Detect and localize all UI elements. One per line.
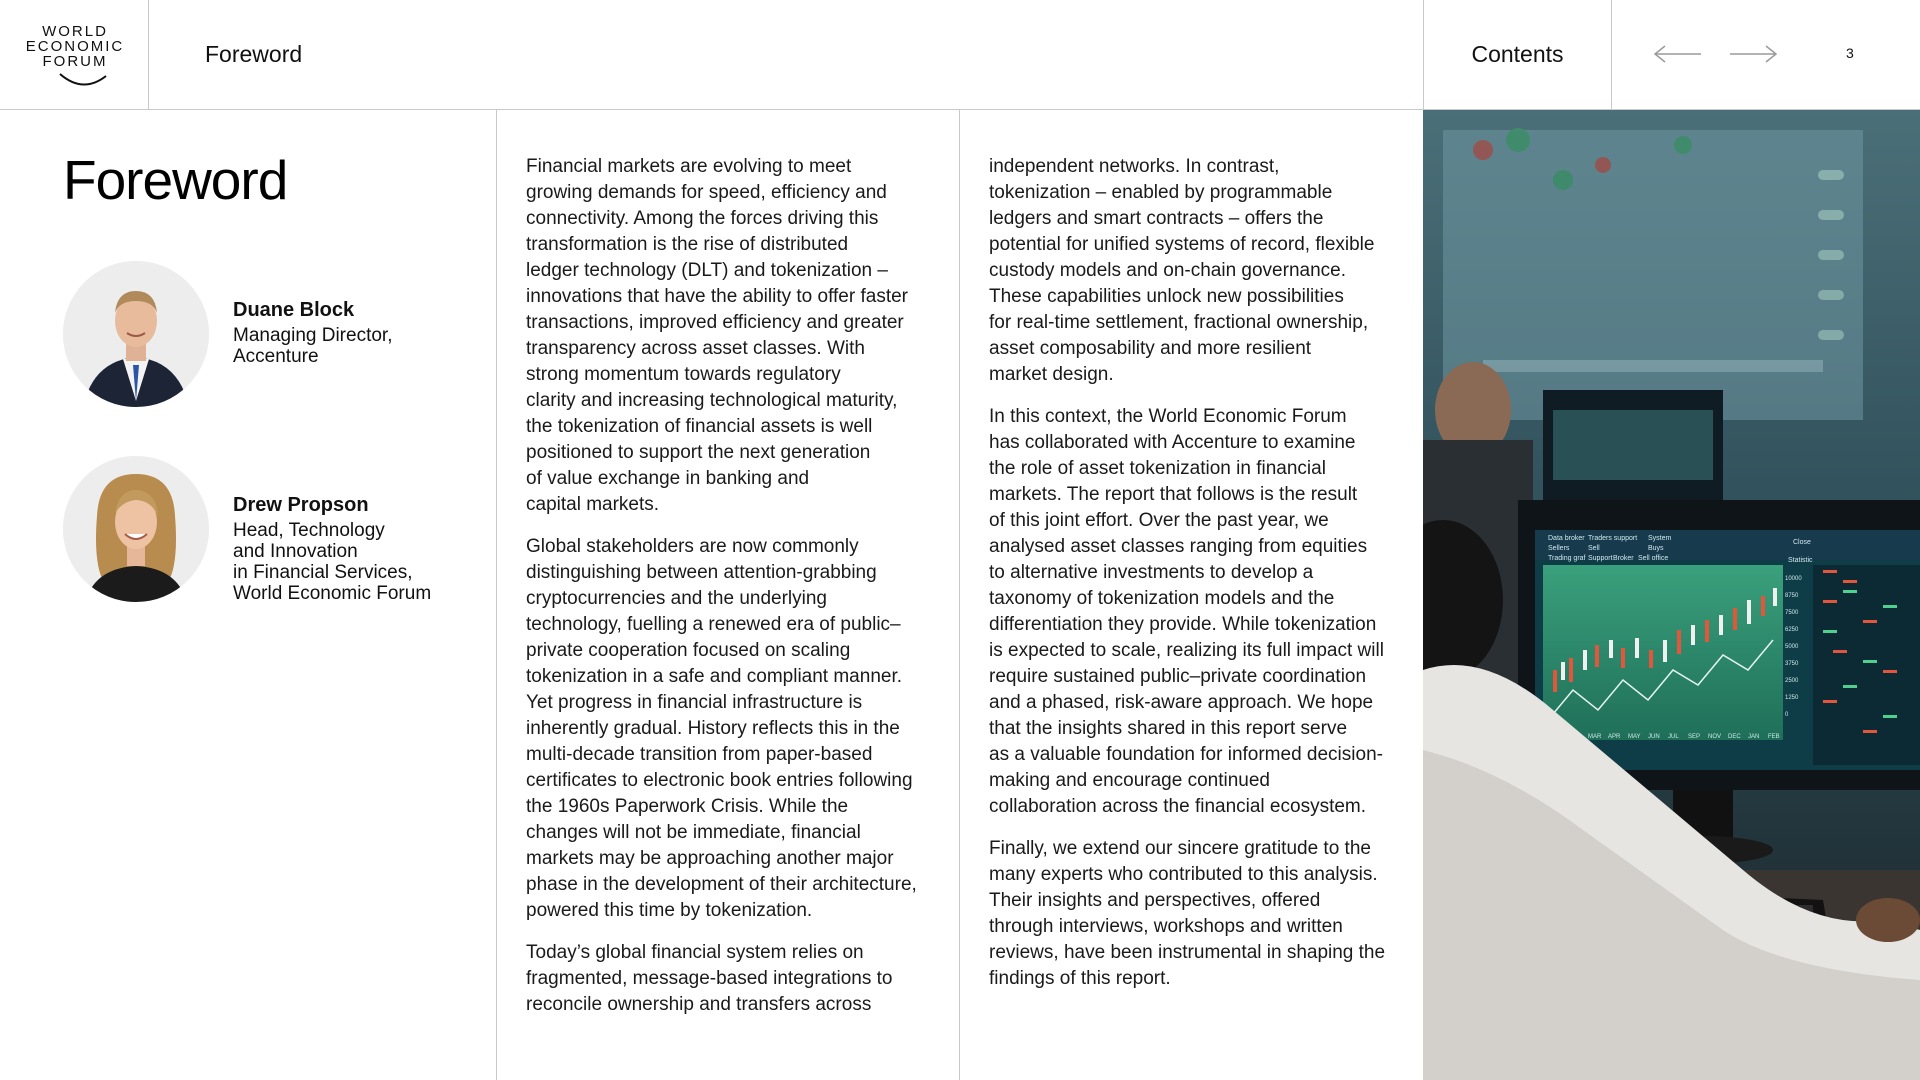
x-tick: MAR xyxy=(1588,734,1602,740)
author-name: Duane Block xyxy=(233,299,355,321)
x-tick: DEC xyxy=(1728,734,1741,740)
logo-cell[interactable] xyxy=(0,0,149,109)
author-card xyxy=(63,456,463,602)
y-tick: 10000 xyxy=(1785,576,1802,582)
y-tick: 2500 xyxy=(1785,678,1799,684)
avatar xyxy=(63,456,209,602)
contents-cell[interactable] xyxy=(1423,0,1612,109)
x-tick: APR xyxy=(1608,734,1621,740)
screen-label: Statistic xyxy=(1788,557,1813,564)
body-column-2 xyxy=(989,154,1389,1008)
screen-label: Broker xyxy=(1613,555,1634,562)
author-portrait-male xyxy=(63,261,209,407)
y-tick: 0 xyxy=(1785,712,1789,718)
paragraph: Finally, we extend our sincere gratitude to the many experts who contributed to this analysis. Their insights and perspectives, offered through interviews, workshops and written reviews, have been instrumental in shaping the findings of this report. xyxy=(989,838,1386,989)
x-tick: JAN xyxy=(1748,734,1760,740)
contents-link[interactable]: Contents xyxy=(1471,41,1564,67)
screen-label: Sellers xyxy=(1548,545,1570,552)
paragraph: Financial markets are evolving to meet growing demands for speed, efficiency and connectivity. Among the forces driving this transformation is the rise of distributed ledger technology (DLT) and tokenization – innovations that have the ability to offer faster transactions, improved efficiency and greater transparency across asset classes. With strong momentum towards regulatory clarity and increasing technological maturity, the tokenization of financial assets is well positioned to support the next generation of value exchange in banking and capital markets. xyxy=(526,156,908,515)
page-heading: Foreword xyxy=(63,149,288,211)
author-role: Head, Technology and Innovation in Financial Services, World Economic Forum xyxy=(233,520,432,604)
screen-label: Support xyxy=(1588,555,1613,562)
author-portrait-female xyxy=(63,456,209,602)
x-tick: JUL xyxy=(1668,734,1679,740)
avatar xyxy=(63,261,209,407)
paragraph: Global stakeholders are now commonly distinguishing between attention-grabbing cryptocurrencies and the underlying technology, fuelling a renewed era of public– private cooperation focused on scaling tokenization in a safe and compliant manner. Yet progress in financial infrastructure is inherently gradual. History reflects this in the multi-decade transition from paper-based certificates to electronic book entries following the 1960s Paperwork Crisis. While the changes will not be immediate, financial markets may be approaching another major phase in the development of their architecture, powered this time by tokenization. xyxy=(526,536,917,921)
screen-label: Traders support xyxy=(1588,535,1638,542)
author-name: Drew Propson xyxy=(233,494,369,516)
column-divider xyxy=(959,110,960,1080)
y-tick: 7500 xyxy=(1785,610,1799,616)
paragraph: In this context, the World Economic Forum has collaborated with Accenture to examine the role of asset tokenization in financial markets. The report that follows is the result of this joint effort. Over the past year, we analysed asset classes ranging from equities to alternative investments to develop a taxonomy of tokenization models and the differentiation they provide. While tokenization is expected to scale, realizing its full impact will require sustained public–private coordination and a phased, risk-aware approach. We hope that the insights shared in this report serve as a valuable foundation for informed decision- making and encourage continued collaboration across the financial ecosystem. xyxy=(989,406,1384,817)
paragraph: independent networks. In contrast, tokenization – enabled by programmable ledgers and smart contracts – offers the potential for unified systems of record, flexible custody models and on-chain governance. These capabilities unlock new possibilities for real-time settlement, fractional ownership, asset composability and more resilient market design. xyxy=(989,156,1375,385)
x-tick: FEB xyxy=(1768,734,1780,740)
screen-label: Buys xyxy=(1648,545,1664,552)
column-divider xyxy=(496,110,497,1080)
x-tick: SEP xyxy=(1688,734,1701,740)
screen-label: Sell office xyxy=(1638,555,1669,562)
logo-arc-icon xyxy=(58,72,108,88)
screen-label: System xyxy=(1648,535,1672,542)
y-tick: 5000 xyxy=(1785,644,1799,650)
x-tick: JUN xyxy=(1648,734,1660,740)
screen-label: Data broker xyxy=(1548,535,1585,542)
logo-line-3: FORUM xyxy=(42,53,108,70)
body-column-1 xyxy=(526,154,926,1034)
arrow-right-icon[interactable] xyxy=(1728,44,1778,64)
screen-label: Trading graf xyxy=(1548,555,1586,562)
y-tick: 6250 xyxy=(1785,627,1799,633)
arrow-left-icon[interactable] xyxy=(1653,44,1703,64)
x-tick: MAY xyxy=(1628,734,1641,740)
y-tick: 8750 xyxy=(1785,593,1799,599)
author-role: Managing Director, Accenture xyxy=(233,325,393,367)
page-number: 3 xyxy=(1846,45,1854,61)
paragraph: Today’s global financial system relies on fragmented, message-based integrations to reconcile ownership and transfers across xyxy=(526,942,893,1015)
y-tick: 1250 xyxy=(1785,695,1799,701)
logo-line-1: WORLD xyxy=(42,23,108,40)
wef-logo xyxy=(20,24,130,69)
screen-label: Sell xyxy=(1588,545,1600,552)
top-bar xyxy=(0,0,1920,110)
screen-label: Close xyxy=(1793,539,1811,546)
photo-illustration xyxy=(1423,110,1920,1080)
author-card xyxy=(63,261,463,407)
y-tick: 3750 xyxy=(1785,661,1799,667)
x-tick: NOV xyxy=(1708,734,1722,740)
trader-at-monitor-photo xyxy=(1423,110,1920,1080)
section-title: Foreword xyxy=(205,41,303,67)
logo-line-2: ECONOMIC xyxy=(25,38,125,55)
